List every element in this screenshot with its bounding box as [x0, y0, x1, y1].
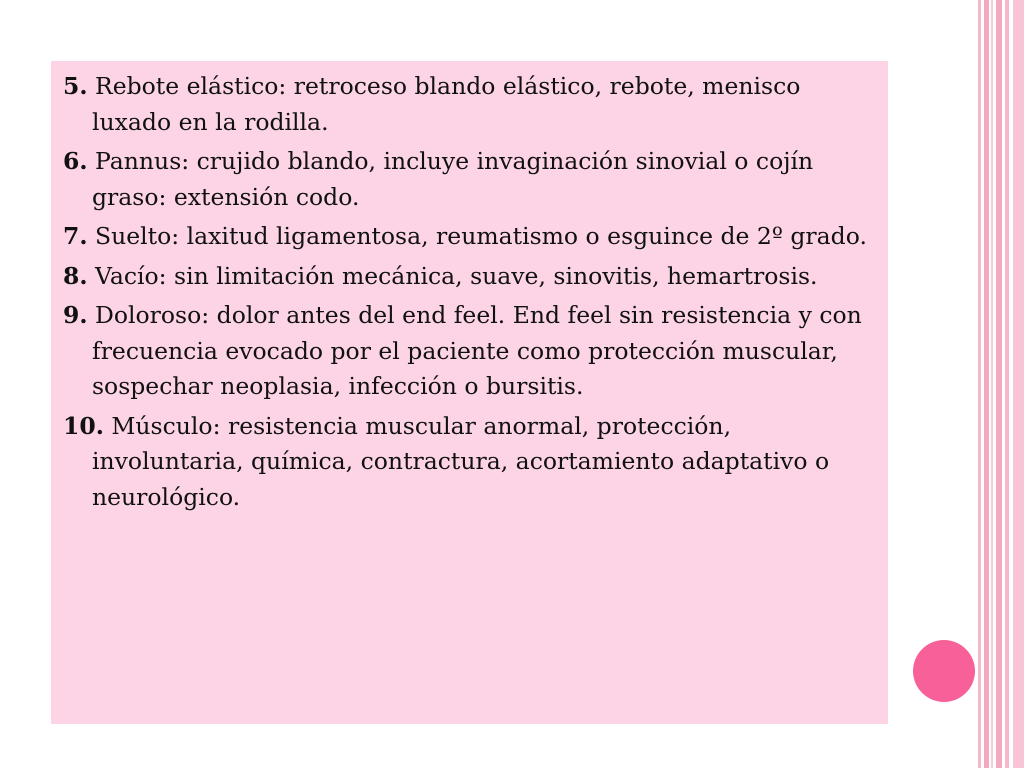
decorative-stripe — [1013, 0, 1024, 768]
list-item — [63, 298, 874, 405]
item-number: 9. — [63, 301, 88, 329]
decorative-circle-icon — [913, 640, 975, 702]
list-item — [63, 69, 874, 140]
item-text: Pannus: crujido blando, incluye invaginación sinovial o cojín graso: extensión codo. — [87, 147, 814, 211]
item-number: 6. — [63, 147, 88, 175]
decorative-stripe — [991, 0, 993, 768]
item-number: 5. — [63, 72, 88, 100]
item-text: Doloroso: dolor antes del end feel. End feel sin resistencia y con frecuencia evocado por el paciente como protección muscular, sospechar neoplasia, infección o bursitis. — [87, 301, 862, 400]
item-text: Rebote elástico: retroceso blando elástico, rebote, menisco luxado en la rodilla. — [87, 72, 801, 136]
list-item — [63, 144, 874, 215]
list-item — [63, 219, 874, 255]
decorative-stripe — [984, 0, 989, 768]
item-number: 7. — [63, 222, 88, 250]
decorative-stripe — [1005, 0, 1009, 768]
item-number: 8. — [63, 261, 88, 290]
item-text: Músculo: resistencia muscular anormal, protección, involuntaria, química, contractura, acortamiento adaptativo o neurológico. — [92, 411, 830, 511]
content-box — [51, 61, 888, 724]
item-text: Vacío: sin limitación mecánica, suave, sinovitis, hemartrosis. — [87, 261, 818, 290]
list-item — [63, 409, 874, 516]
decorative-stripe — [978, 0, 981, 768]
item-text: Suelto: laxitud ligamentosa, reumatismo o esguince de 2º grado. — [87, 222, 867, 250]
list-item — [63, 259, 874, 295]
decorative-stripe — [996, 0, 1002, 768]
item-number: 10. — [63, 411, 104, 440]
